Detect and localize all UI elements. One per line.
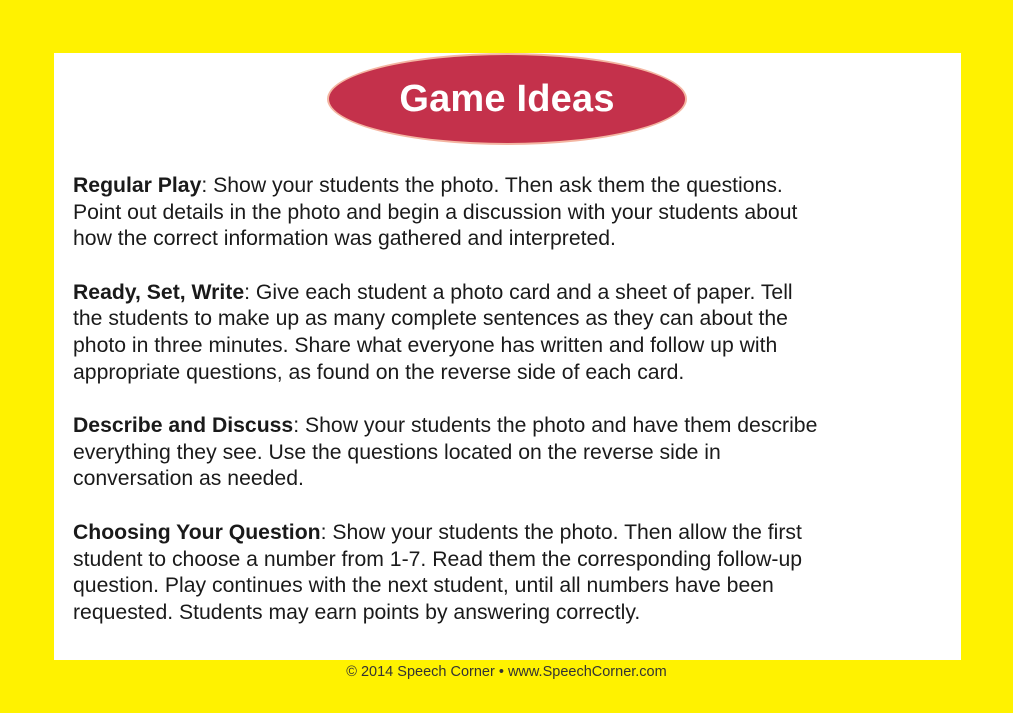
game-idea-choosing-your-question [73, 520, 953, 626]
paragraph-line [73, 520, 953, 547]
paragraph-line [73, 280, 953, 307]
paragraph-line: question. Play continues with the next student, until all numbers have been [73, 574, 774, 598]
paragraph-line: requested. Students may earn points by answering correctly. [73, 600, 641, 624]
game-description: : Show your students the photo. Then ask them the questions. [201, 174, 783, 197]
paragraph-line: the students to make up as many complete sentences as they can about the [73, 307, 788, 331]
game-term: Choosing Your Question [73, 520, 321, 544]
paragraph-line: everything they see. Use the questions located on the reverse side in [73, 440, 721, 464]
game-term: Ready, Set, Write [73, 280, 245, 304]
copyright-footer: © 2014 Speech Corner • www.SpeechCorner.com [346, 664, 667, 680]
game-idea-regular-play [73, 173, 953, 253]
paragraph-line [73, 413, 953, 440]
game-description: : Show your students the photo and have them describe [293, 414, 818, 438]
game-term: Regular Play [73, 174, 202, 197]
paragraph-line: Point out details in the photo and begin a discussion with your students about [73, 200, 798, 224]
paragraph-line [73, 173, 953, 200]
game-description: : Give each student a photo card and a sheet of paper. Tell [244, 280, 793, 304]
game-idea-describe-and-discuss [73, 413, 953, 493]
paragraph-line: conversation as needed. [73, 467, 304, 491]
game-term: Describe and Discuss [73, 414, 294, 438]
paragraph-line: how the correct information was gathered and interpreted. [73, 227, 616, 251]
game-ideas-card [54, 53, 961, 660]
game-idea-ready-set-write [73, 280, 953, 386]
paragraph-line: student to choose a number from 1-7. Read them the corresponding follow-up [73, 547, 803, 571]
game-ideas-list [73, 173, 953, 653]
page-title: Game Ideas [399, 77, 615, 120]
game-description: : Show your students the photo. Then allow the first [320, 520, 802, 544]
title-banner [327, 53, 687, 145]
paragraph-line: appropriate questions, as found on the reverse side of each card. [73, 360, 685, 384]
paragraph-line: photo in three minutes. Share what everyone has written and follow up with [73, 333, 778, 357]
